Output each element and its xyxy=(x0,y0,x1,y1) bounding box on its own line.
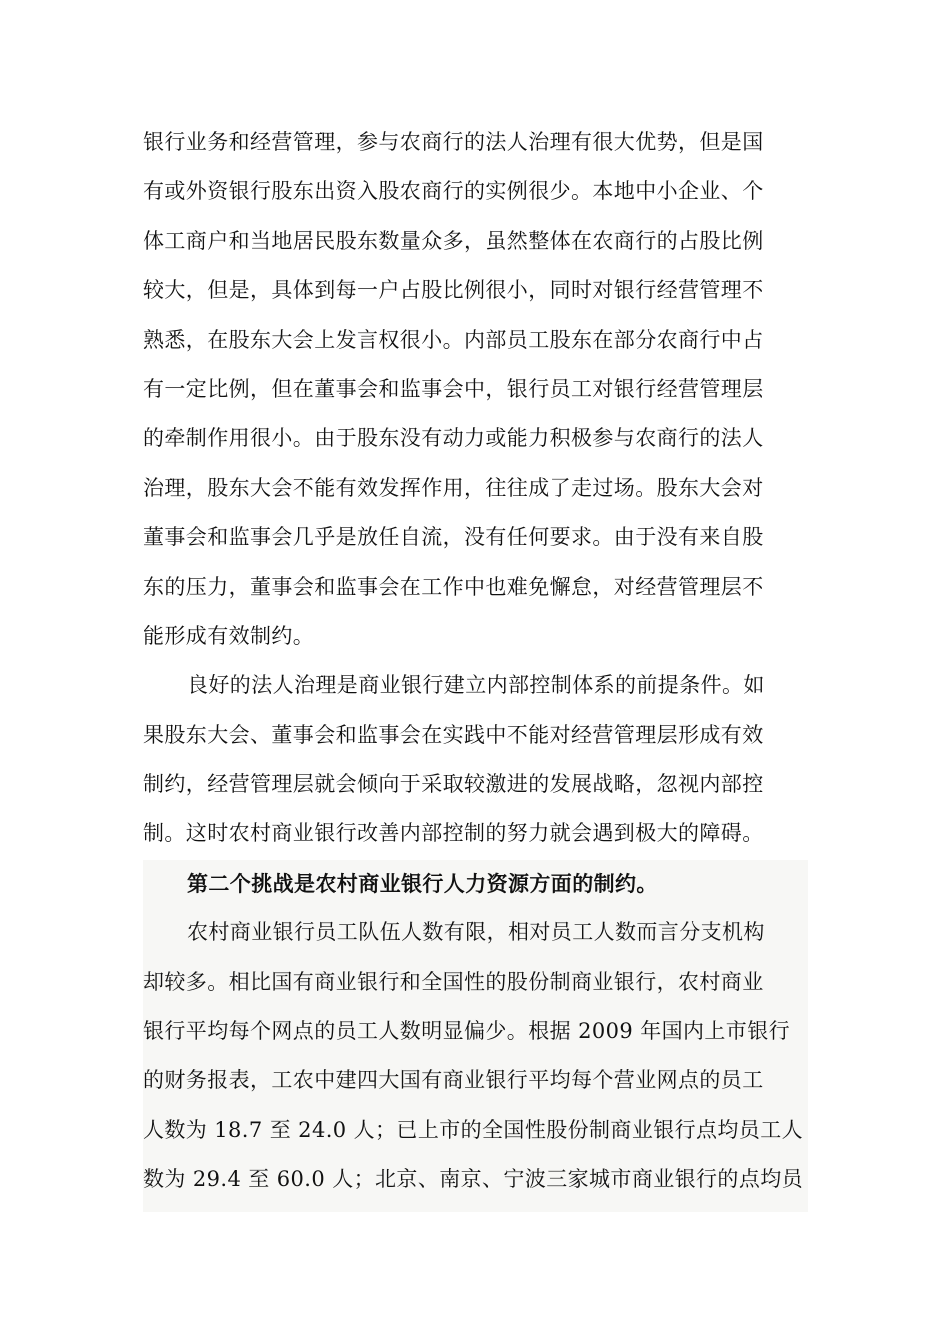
text-line-2: 有或外资银行股东出资入股农商行的实例很少。本地中小企业、个 xyxy=(143,179,764,204)
text-line-10: 东的压力，董事会和监事会在工作中也难免懈怠，对经营管理层不 xyxy=(143,574,764,599)
document-body xyxy=(143,118,808,1205)
text-line-9: 董事会和监事会几乎是放任自流，没有任何要求。由于没有来自股 xyxy=(143,525,764,550)
text-line-6: 有一定比例，但在董事会和监事会中，银行员工对银行经营管理层 xyxy=(143,376,764,401)
text-line-7: 的牵制作用很小。由于股东没有动力或能力积极参与农商行的法人 xyxy=(143,426,764,451)
paragraph-3-line-3: 银行平均每个网点的员工人数明显偏少。根据 2009 年国内上市银行 xyxy=(143,1019,790,1044)
text-line-4: 较大，但是，具体到每一户占股比例很小，同时对银行经营管理不 xyxy=(143,278,764,303)
paragraph-2-line-4: 制。这时农村商业银行改善内部控制的努力就会遇到极大的障碍。 xyxy=(143,821,764,846)
paragraph-3-line-1: 农村商业银行员工队伍人数有限，相对员工人数而言分支机构 xyxy=(187,920,765,945)
text-line-11: 能形成有效制约。 xyxy=(143,623,315,648)
text-line-5: 熟悉，在股东大会上发言权很小。内部员工股东在部分农商行中占 xyxy=(143,327,764,352)
paragraph-2-line-1: 良好的法人治理是商业银行建立内部控制体系的前提条件。如 xyxy=(187,673,765,698)
text-line-8: 治理，股东大会不能有效发挥作用，往往成了走过场。股东大会对 xyxy=(143,475,764,500)
text-line-1: 银行业务和经营管理，参与农商行的法人治理有很大优势，但是国 xyxy=(143,130,764,154)
paragraph-3-line-2: 却较多。相比国有商业银行和全国性的股份制商业银行，农村商业 xyxy=(143,969,764,994)
section-heading: 第二个挑战是农村商业银行人力资源方面的制约。 xyxy=(187,870,658,896)
paragraph-2-line-2: 果股东大会、董事会和监事会在实践中不能对经营管理层形成有效 xyxy=(143,722,764,747)
paragraph-3-line-5: 人数为 18.7 至 24.0 人；已上市的全国性股份制商业银行点均员工人 xyxy=(143,1117,804,1142)
paragraph-2-line-3: 制约，经营管理层就会倾向于采取较激进的发展战略，忽视内部控 xyxy=(143,772,764,797)
text-line-3: 体工商户和当地居民股东数量众多，虽然整体在农商行的占股比例 xyxy=(143,228,764,253)
paragraph-3-line-6: 数为 29.4 至 60.0 人；北京、南京、宁波三家城市商业银行的点均员 xyxy=(143,1167,804,1192)
paragraph-3-line-4: 的财务报表，工农中建四大国有商业银行平均每个营业网点的员工 xyxy=(143,1068,764,1093)
